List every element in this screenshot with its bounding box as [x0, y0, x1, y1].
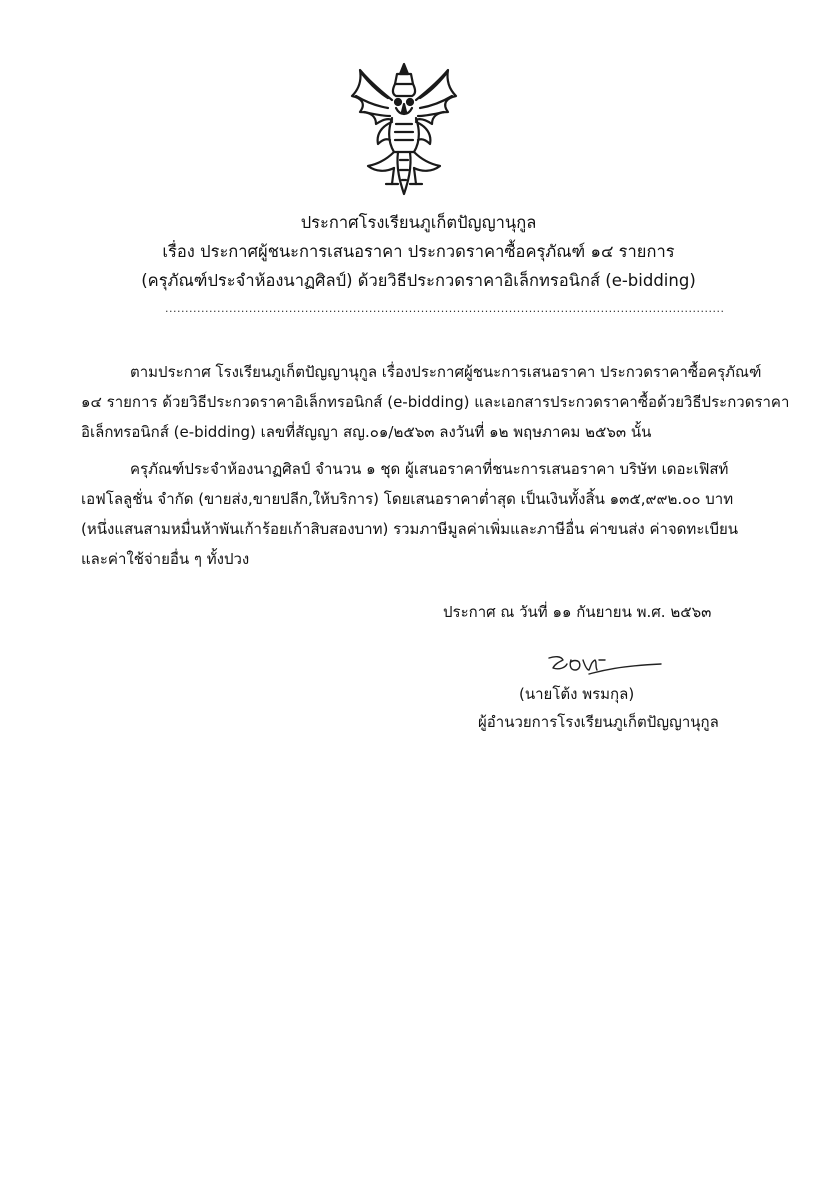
paragraph-1-line-1: ตามประกาศ โรงเรียนภูเก็ตปัญญานุกูล เรื่องประกาศผู้ชนะการเสนอราคา ประกวดราคาซื้อครุภัณฑ์ — [130, 363, 762, 381]
dotted-separator: ............................................................................................................................................ — [165, 302, 725, 315]
paragraph-1-line-2: ๑๔ รายการ ด้วยวิธีประกวดราคาอิเล็กทรอนิกส์ (e-bidding) และเอกสารประกวดราคาซื้อด้วยวิธีประกวดราคา — [81, 393, 790, 411]
paragraph-2-line-4: และค่าใช้จ่ายอื่น ๆ ทั้งปวง — [81, 550, 250, 568]
paragraph-2-line-3: (หนึ่งแสนสามหมื่นห้าพันเก้าร้อยเก้าสิบสองบาท) รวมภาษีมูลค่าเพิ่มและภาษีอื่น ค่าขนส่ง ค่าจดทะเบียน — [81, 520, 739, 538]
signer-title: ผู้อำนวยการโรงเรียนภูเก็ตปัญญานุกูล — [478, 713, 719, 731]
garuda-emblem-icon — [342, 60, 467, 200]
paragraph-2-line-2: เอฟโลลูชั่น จำกัด (ขายส่ง,ขายปลีก,ให้บริการ) โดยเสนอราคาต่ำสุด เป็นเงินทั้งสิ้น ๑๓๕,๙๙๒.๐๐ บาท — [81, 490, 734, 508]
handwritten-signature-icon — [545, 652, 665, 678]
announcement-subject: เรื่อง ประกาศผู้ชนะการเสนอราคา ประกวดราคาซื้อครุภัณฑ์ ๑๔ รายการ — [162, 242, 675, 261]
announcement-subject-continued: (ครุภัณฑ์ประจำห้องนาฏศิลป์) ด้วยวิธีประกวดราคาอิเล็กทรอนิกส์ (e-bidding) — [141, 271, 696, 290]
announcement-date: ประกาศ ณ วันที่ ๑๑ กันยายน พ.ศ. ๒๕๖๓ — [443, 603, 712, 621]
signer-name: (นายโต้ง พรมกุล) — [519, 685, 635, 703]
paragraph-2-line-1: ครุภัณฑ์ประจำห้องนาฏศิลป์ จำนวน ๑ ชุด ผู้เสนอราคาที่ชนะการเสนอราคา บริษัท เดอะเฟิสท์ — [130, 460, 729, 478]
paragraph-1-line-3: อิเล็กทรอนิกส์ (e-bidding) เลขที่สัญญา สญ.๐๑/๒๕๖๓ ลงวันที่ ๑๒ พฤษภาคม ๒๕๖๓ นั้น — [81, 423, 652, 441]
announcement-title: ประกาศโรงเรียนภูเก็ตปัญญานุกูล — [300, 213, 537, 232]
